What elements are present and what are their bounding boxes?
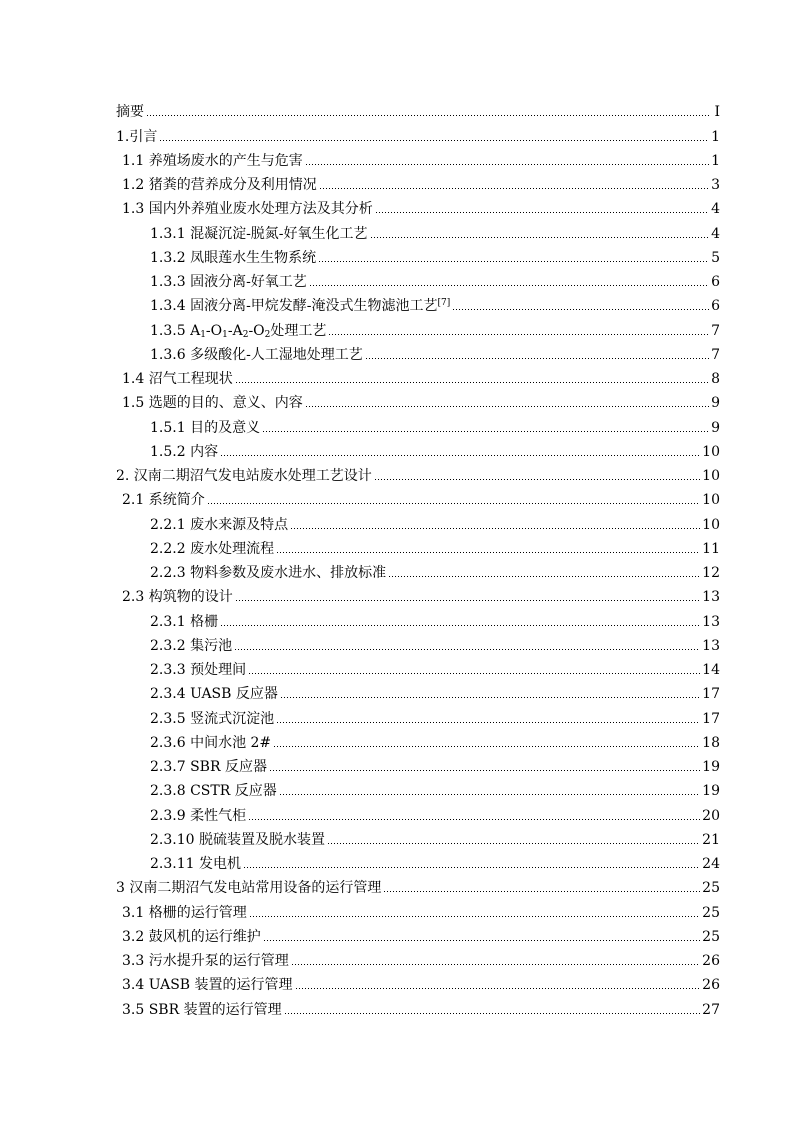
toc-entry[interactable] bbox=[116, 339, 720, 363]
toc-entry-title: 3.5 SBR 装置的运行管理 bbox=[122, 1001, 282, 1018]
toc-entry[interactable] bbox=[116, 411, 720, 435]
dot-leader bbox=[234, 636, 700, 652]
toc-entry-page: 4 bbox=[711, 225, 720, 242]
toc-entry[interactable] bbox=[116, 387, 720, 411]
toc-entry[interactable] bbox=[116, 193, 720, 217]
toc-entry-title: 2.3.2 集污池 bbox=[150, 637, 233, 654]
dot-leader bbox=[269, 757, 700, 773]
dot-leader bbox=[318, 248, 709, 264]
toc-entry[interactable] bbox=[116, 557, 720, 581]
toc-entry-page: 27 bbox=[702, 1001, 720, 1018]
dot-leader bbox=[327, 830, 700, 846]
dot-leader bbox=[305, 151, 709, 167]
toc-entry[interactable] bbox=[116, 678, 720, 702]
dot-leader bbox=[276, 709, 700, 725]
toc-entry-title: 1.3.2 凤眼莲水生生物系统 bbox=[150, 249, 317, 266]
dot-leader bbox=[280, 684, 700, 700]
toc-entry-title: 2.3.3 预处理间 bbox=[150, 662, 247, 678]
toc-entry[interactable] bbox=[116, 436, 720, 460]
toc-entry-page: 1 bbox=[711, 152, 720, 169]
toc-entry[interactable] bbox=[116, 363, 720, 387]
dot-leader bbox=[370, 224, 710, 240]
toc-entry[interactable] bbox=[116, 824, 720, 848]
toc-entry-page: 12 bbox=[702, 565, 720, 581]
dot-leader bbox=[290, 515, 700, 531]
toc-entry[interactable] bbox=[116, 654, 720, 678]
toc-entry-page: 10 bbox=[702, 516, 720, 533]
dot-leader bbox=[383, 878, 700, 894]
toc-entry-page: 25 bbox=[702, 904, 720, 921]
toc-entry-page: 21 bbox=[702, 831, 720, 848]
dot-leader bbox=[319, 175, 709, 191]
toc-entry-title: 1.5.1 目的及意义 bbox=[150, 419, 261, 436]
toc-entry[interactable] bbox=[116, 872, 720, 896]
toc-entry-title: 2.3.11 发电机 bbox=[150, 856, 241, 872]
dot-leader bbox=[328, 321, 709, 337]
toc-entry-page: 26 bbox=[702, 977, 720, 994]
toc-entry-title: 3.3 污水提升泵的运行管理 bbox=[122, 953, 289, 969]
toc-entry-title-with-citation bbox=[150, 298, 452, 314]
toc-entry[interactable] bbox=[116, 145, 720, 169]
toc-entry[interactable] bbox=[116, 921, 720, 945]
toc-entry-title: 2.3.7 SBR 反应器 bbox=[150, 759, 267, 775]
toc-entry-title: 2.2.3 物料参数及废水进水、排放标准 bbox=[150, 565, 387, 581]
toc-entry-title: 1.5 选题的目的、意义、内容 bbox=[122, 395, 303, 412]
toc-entry[interactable] bbox=[116, 993, 720, 1017]
dot-leader bbox=[220, 442, 700, 458]
dot-leader bbox=[388, 563, 700, 579]
dot-leader bbox=[284, 1000, 701, 1016]
toc-entry[interactable] bbox=[116, 969, 720, 993]
toc-entry-title: 1.3.5 $A_1-O_1-A_2-O_2$处理工艺 bbox=[150, 322, 327, 340]
table-of-contents bbox=[116, 96, 720, 1018]
dot-leader bbox=[374, 466, 700, 482]
dot-leader bbox=[235, 587, 700, 603]
toc-entry[interactable] bbox=[116, 484, 720, 508]
dot-leader bbox=[452, 296, 709, 312]
toc-entry-page: 13 bbox=[702, 613, 720, 630]
dot-leader bbox=[146, 102, 710, 118]
toc-entry-title: 2.3.5 竖流式沉淀池 bbox=[150, 710, 275, 727]
toc-entry[interactable] bbox=[116, 460, 720, 484]
toc-entry[interactable] bbox=[116, 799, 720, 823]
dot-leader bbox=[309, 272, 709, 288]
toc-entry-title: 2. 汉南二期沼气发电站废水处理工艺设计 bbox=[116, 468, 372, 484]
toc-entry-page: 10 bbox=[702, 492, 720, 509]
toc-entry[interactable] bbox=[116, 217, 720, 241]
dot-leader bbox=[365, 345, 709, 361]
toc-entry-title: 1.3.1 混凝沉淀-脱氮-好氧生化工艺 bbox=[150, 225, 368, 242]
dot-leader bbox=[262, 418, 709, 434]
toc-entry-title: 2.2.2 废水处理流程 bbox=[150, 540, 275, 557]
dot-leader bbox=[248, 806, 700, 822]
toc-entry-page: 11 bbox=[702, 540, 720, 557]
toc-entry-title: 2.3.9 柔性气柜 bbox=[150, 807, 247, 824]
toc-entry-page: 14 bbox=[702, 662, 720, 678]
dot-leader bbox=[276, 539, 700, 555]
toc-entry[interactable] bbox=[116, 96, 720, 120]
toc-entry[interactable] bbox=[116, 945, 720, 969]
toc-entry-page: 9 bbox=[711, 419, 720, 436]
toc-entry-title: 1.2 猪粪的营养成分及利用情况 bbox=[122, 177, 317, 193]
toc-entry-title: 1.3.6 多级酸化-人工湿地处理工艺 bbox=[150, 346, 363, 363]
toc-entry-title: 3.2 鼓风机的运行维护 bbox=[122, 928, 261, 945]
toc-entry-title: 2.3 构筑物的设计 bbox=[122, 589, 233, 606]
dot-leader bbox=[279, 781, 700, 797]
dot-leader bbox=[291, 951, 700, 967]
toc-entry[interactable] bbox=[116, 630, 720, 654]
toc-entry-page: 10 bbox=[702, 443, 720, 460]
toc-entry[interactable] bbox=[116, 848, 720, 872]
toc-entry-page: 10 bbox=[702, 468, 720, 484]
toc-entry[interactable] bbox=[116, 581, 720, 605]
toc-entry-title: 1.3.3 固液分离-好氧工艺 bbox=[150, 274, 307, 290]
dot-leader bbox=[220, 612, 700, 628]
toc-entry-title: 2.2.1 废水来源及特点 bbox=[150, 516, 289, 533]
toc-entry-title: 1.4 沼气工程现状 bbox=[122, 371, 233, 387]
toc-entry-title: 2.3.4 UASB 反应器 bbox=[150, 686, 278, 703]
toc-entry-page: 3 bbox=[711, 177, 720, 193]
toc-entry-page: 7 bbox=[711, 322, 720, 339]
toc-entry[interactable] bbox=[116, 120, 720, 144]
toc-entry-page: 25 bbox=[702, 880, 720, 897]
toc-entry[interactable] bbox=[116, 702, 720, 726]
toc-entry-page: 24 bbox=[702, 856, 720, 872]
toc-entry[interactable] bbox=[116, 533, 720, 557]
toc-entry-title: 2.3.1 格栅 bbox=[150, 613, 219, 630]
toc-entry-page: 6 bbox=[711, 274, 720, 290]
dot-leader bbox=[263, 927, 700, 943]
toc-entry-page: 25 bbox=[702, 928, 720, 945]
toc-entry-title: 3.4 UASB 装置的运行管理 bbox=[122, 977, 293, 994]
toc-entry-page: 4 bbox=[711, 201, 720, 218]
toc-entry-page: 5 bbox=[711, 249, 720, 266]
toc-entry-page: 19 bbox=[702, 759, 720, 775]
toc-entry-page: 17 bbox=[702, 686, 720, 703]
toc-entry-page: 20 bbox=[702, 807, 720, 824]
toc-entry-title: 3.1 格栅的运行管理 bbox=[122, 904, 247, 921]
toc-entry-page: 13 bbox=[702, 589, 720, 606]
dot-leader bbox=[295, 975, 701, 991]
toc-entry[interactable] bbox=[116, 169, 720, 193]
toc-entry-title: 1.3 国内外养殖业废水处理方法及其分析 bbox=[122, 201, 373, 218]
dot-leader bbox=[248, 660, 700, 676]
toc-entry-title: 2.1 系统简介 bbox=[122, 492, 205, 509]
toc-entry-page: 13 bbox=[702, 637, 720, 654]
toc-entry[interactable] bbox=[116, 266, 720, 290]
toc-entry[interactable] bbox=[116, 775, 720, 799]
toc-entry-title: 1.5.2 内容 bbox=[150, 443, 219, 460]
toc-entry-page: 9 bbox=[711, 395, 720, 412]
citation-mark: [7] bbox=[437, 298, 451, 309]
dot-leader bbox=[235, 369, 709, 385]
toc-entry-title: 2.3.6 中间水池 2# bbox=[150, 734, 272, 751]
toc-entry-page: 19 bbox=[702, 783, 720, 800]
toc-entry-page: 17 bbox=[702, 710, 720, 727]
toc-entry-page: 18 bbox=[702, 734, 720, 751]
toc-entry-page: 6 bbox=[711, 298, 720, 315]
toc-entry[interactable] bbox=[116, 896, 720, 920]
toc-entry-page: 7 bbox=[711, 346, 720, 363]
dot-leader bbox=[207, 490, 700, 506]
dot-leader bbox=[159, 127, 709, 143]
toc-entry[interactable] bbox=[116, 242, 720, 266]
dot-leader bbox=[305, 393, 709, 409]
toc-entry-title: 摘要 bbox=[116, 104, 144, 121]
dot-leader bbox=[249, 903, 700, 919]
toc-entry[interactable] bbox=[116, 290, 720, 314]
toc-entry-page: I bbox=[714, 104, 720, 121]
toc-entry[interactable] bbox=[116, 751, 720, 775]
toc-entry[interactable] bbox=[116, 314, 720, 338]
toc-entry-title: 1.1 养殖场废水的产生与危害 bbox=[122, 152, 303, 169]
toc-entry-title: 1.引言 bbox=[116, 128, 158, 145]
toc-entry[interactable] bbox=[116, 508, 720, 532]
toc-entry-page: 8 bbox=[711, 371, 720, 387]
toc-entry-page: 26 bbox=[702, 953, 720, 969]
dot-leader bbox=[243, 854, 700, 870]
toc-entry-page: 1 bbox=[711, 128, 720, 145]
toc-entry-title: 1.3.4 固液分离-甲烷发酵-淹没式生物滤池工艺 bbox=[150, 298, 438, 315]
dot-leader bbox=[375, 199, 709, 215]
toc-entry[interactable] bbox=[116, 605, 720, 629]
toc-entry-title: 2.3.8 CSTR 反应器 bbox=[150, 783, 277, 800]
dot-leader bbox=[273, 733, 700, 749]
toc-entry[interactable] bbox=[116, 727, 720, 751]
toc-entry-title: 2.3.10 脱硫装置及脱水装置 bbox=[150, 831, 325, 848]
toc-entry-title: 3 汉南二期沼气发电站常用设备的运行管理 bbox=[116, 880, 382, 897]
